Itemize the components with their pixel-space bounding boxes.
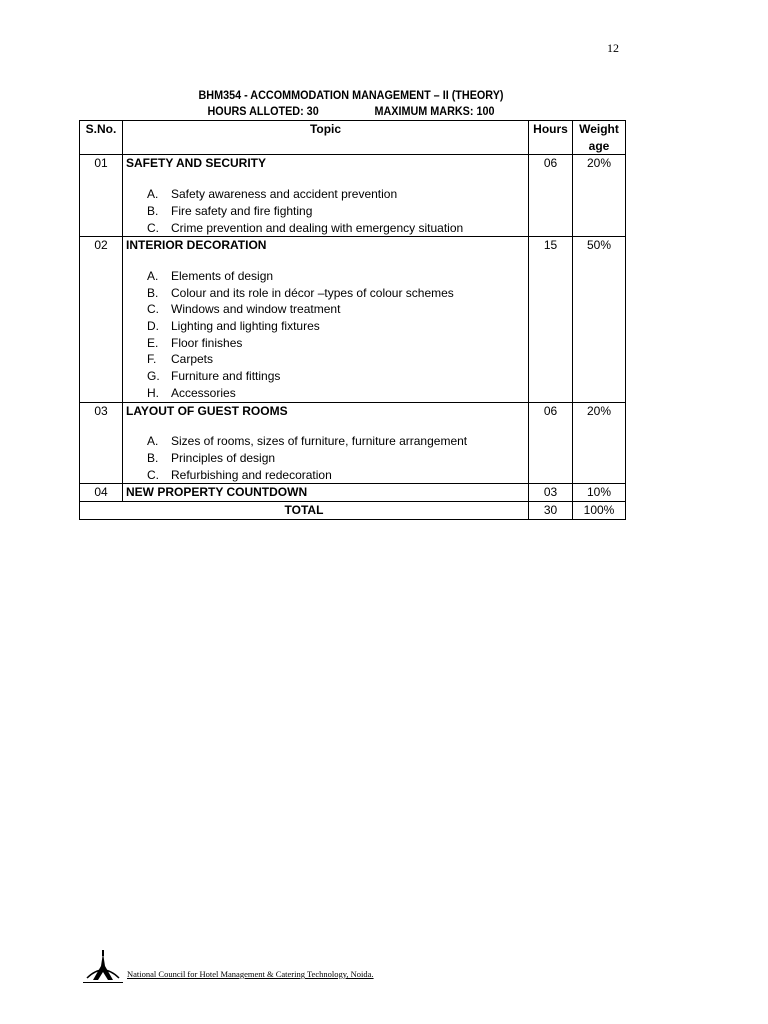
row-weightage: 10% — [573, 484, 626, 502]
list-item-letter: C. — [147, 302, 159, 317]
row-topic — [123, 484, 529, 502]
list-item-text: Sizes of rooms, sizes of furniture, furniture arrangement — [171, 434, 468, 449]
footer-text: National Council for Hotel Management & Catering Technology, Noida. — [127, 969, 374, 979]
row-weightage: 20% — [573, 402, 626, 484]
list-item-text: Refurbishing and redecoration — [171, 467, 332, 482]
table-header-row — [80, 121, 626, 155]
footer — [83, 950, 413, 984]
list-item-letter: B. — [147, 285, 159, 300]
page-number: 12 — [607, 41, 619, 55]
list-item — [147, 368, 525, 385]
list-item-text: Furniture and fittings — [171, 369, 281, 384]
list-item-text: Windows and window treatment — [171, 302, 341, 317]
document-subtitle — [105, 103, 596, 120]
row-weightage: 50% — [573, 237, 626, 402]
row-sno: 01 — [80, 155, 123, 237]
row-topic — [123, 402, 529, 484]
subtopic-list — [126, 268, 525, 402]
row-weightage: 20% — [573, 155, 626, 237]
row-sno: 03 — [80, 402, 123, 484]
list-item-text: Principles of design — [171, 450, 276, 465]
total-row — [80, 502, 626, 520]
table-row — [80, 484, 626, 502]
list-item-letter: C. — [147, 220, 159, 235]
table-row — [80, 237, 626, 402]
list-item — [147, 351, 525, 368]
list-item — [147, 220, 525, 237]
list-item — [147, 450, 525, 467]
total-label: TOTAL — [80, 502, 529, 520]
list-item-letter: H. — [147, 385, 159, 400]
list-item-text: Accessories — [171, 385, 236, 400]
list-item-letter: A. — [147, 268, 159, 283]
section-title: LAYOUT OF GUEST ROOMS — [126, 403, 288, 418]
list-item — [147, 203, 525, 220]
list-item — [147, 467, 525, 484]
section-title: INTERIOR DECORATION — [126, 238, 267, 253]
list-item — [147, 285, 525, 302]
list-item — [147, 301, 525, 318]
list-item-text: Lighting and lighting fixtures — [171, 319, 320, 334]
list-item — [147, 268, 525, 285]
total-weightage: 100% — [573, 502, 626, 520]
maximum-marks: MAXIMUM MARKS: 100 — [374, 104, 495, 118]
row-hours: 15 — [529, 237, 573, 402]
column-header-weightage — [573, 121, 626, 155]
nchmct-logo-icon — [83, 950, 123, 984]
row-topic — [123, 155, 529, 237]
list-item-letter: E. — [147, 335, 159, 350]
table-row — [80, 155, 626, 237]
column-header-hours: Hours — [529, 121, 573, 155]
syllabus-table — [79, 120, 626, 520]
list-item-letter: B. — [147, 203, 159, 218]
list-item-letter: C. — [147, 467, 159, 482]
hours-alloted: HOURS ALLOTED: 30 — [207, 104, 319, 118]
weightage-header-line1: Weight — [579, 122, 619, 136]
list-item-text: Elements of design — [171, 268, 274, 283]
section-title: SAFETY AND SECURITY — [126, 156, 267, 171]
list-item — [147, 186, 525, 203]
row-hours: 06 — [529, 155, 573, 237]
list-item-text: Carpets — [171, 352, 214, 367]
list-item-letter: F. — [147, 352, 157, 367]
weightage-header-line2: age — [588, 138, 610, 153]
column-header-topic: Topic — [123, 121, 529, 155]
table-row — [80, 402, 626, 484]
list-item-letter: B. — [147, 450, 159, 465]
list-item-letter: A. — [147, 434, 159, 449]
list-item-text: Floor finishes — [171, 335, 243, 350]
subtopic-list — [126, 433, 525, 483]
list-item — [147, 335, 525, 352]
row-sno: 04 — [80, 484, 123, 502]
subtopic-list — [126, 186, 525, 236]
row-topic — [123, 237, 529, 402]
list-item-letter: D. — [147, 319, 159, 334]
list-item — [147, 318, 525, 335]
list-item-letter: G. — [147, 369, 160, 384]
row-hours: 06 — [529, 402, 573, 484]
row-hours: 03 — [529, 484, 573, 502]
list-item — [147, 433, 525, 450]
list-item-text: Fire safety and fire fighting — [171, 203, 313, 218]
row-sno: 02 — [80, 237, 123, 402]
list-item-text: Colour and its role in décor –types of colour schemes — [171, 285, 454, 300]
footer-rule — [83, 982, 123, 983]
list-item-letter: A. — [147, 187, 159, 202]
column-header-sno: S.No. — [80, 121, 123, 155]
total-hours: 30 — [529, 502, 573, 520]
list-item-text: Safety awareness and accident prevention — [171, 187, 398, 202]
section-title: NEW PROPERTY COUNTDOWN — [126, 485, 308, 500]
list-item-text: Crime prevention and dealing with emergency situation — [171, 220, 464, 235]
document-title: BHM354 - ACCOMMODATION MANAGEMENT – II (THEORY) — [198, 88, 504, 102]
list-item — [147, 385, 525, 402]
